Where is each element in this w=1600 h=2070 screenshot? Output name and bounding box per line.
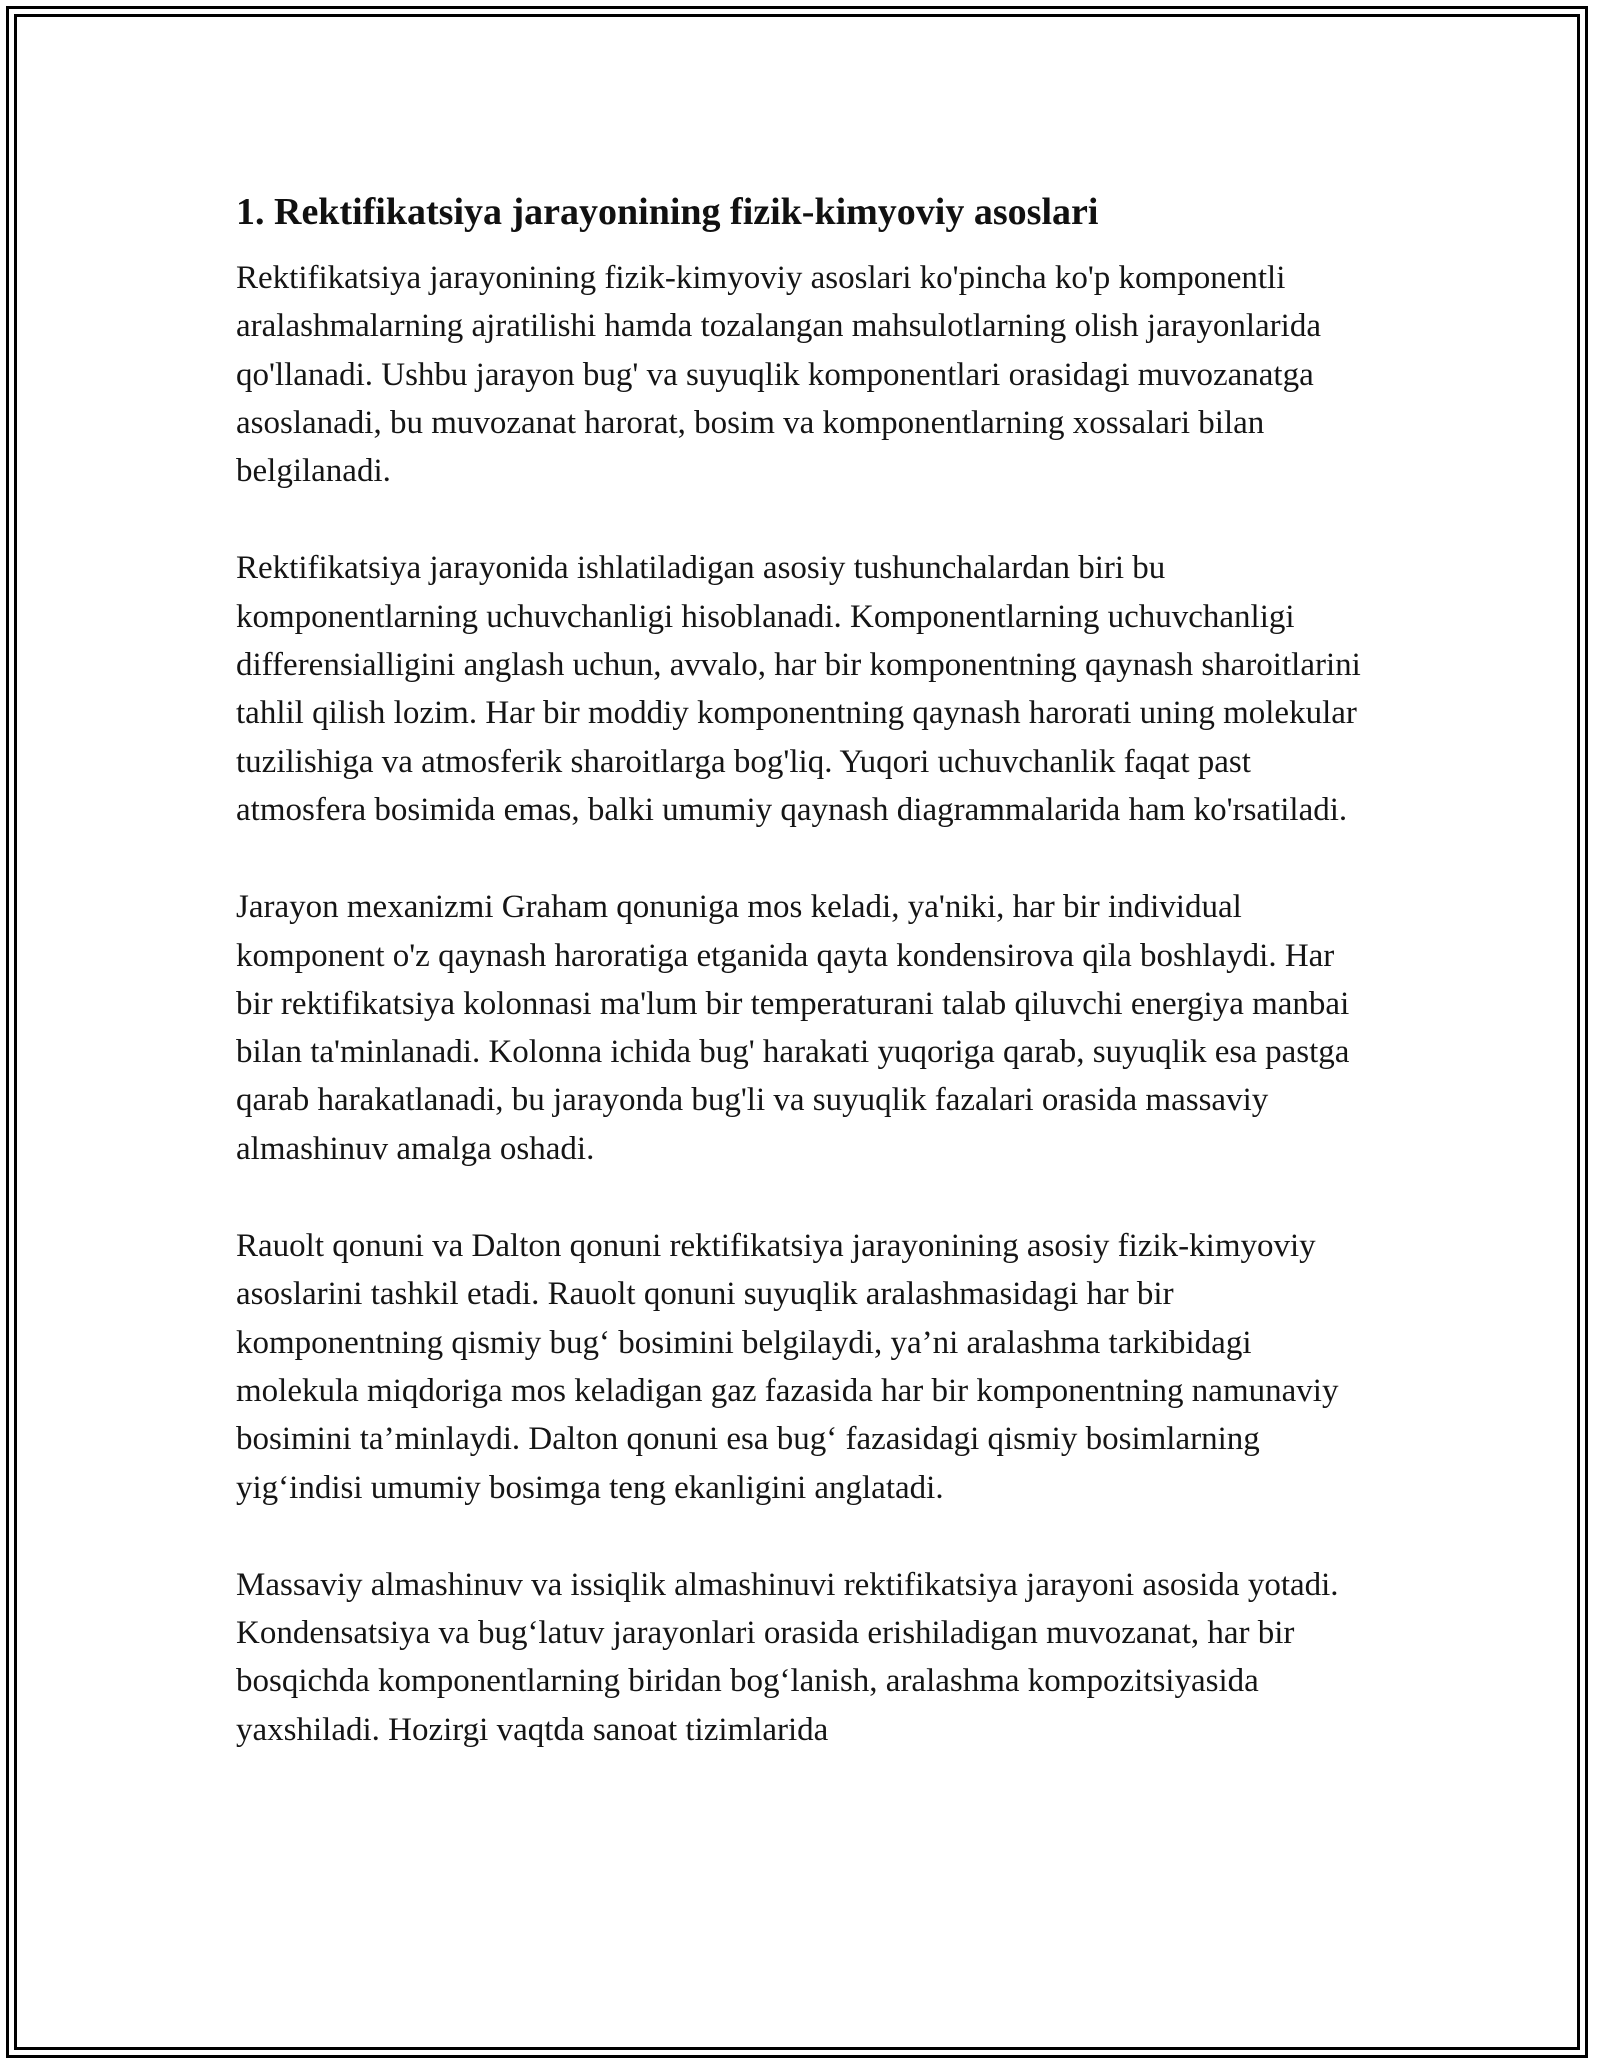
document-body <box>236 186 1366 1803</box>
paragraph-3: Jarayon mexanizmi Graham qonuniga mos keladi, ya'niki, har bir individual komponent o'z qaynash haroratiga etganida qayta kondensirova qila boshlaydi. Har bir rektifikatsiya kolonnasi ma'lum bir temperaturani talab qiluvchi energiya manbai bilan ta'minlanadi. Kolonna ichida bug' harakati yuqoriga qarab, suyuqlik esa pastga qarab harakatlanadi, bu jarayonda bug'li va suyuqlik fazalari orasida massaviy almashinuv amalga oshadi. <box>236 889 1350 1167</box>
paragraph-5: Massaviy almashinuv va issiqlik almashinuvi rektifikatsiya jarayoni asosida yotadi. Kondensatsiya va bug‘latuv jarayonlari orasida erishiladigan muvozanat, har bir bosqichda komponentlarning biridan bog‘lanish, aralashma kompozitsiyasida yaxshiladi. Hozirgi vaqtda sanoat tizimlarida <box>236 1566 1339 1748</box>
paragraph-4: Rauolt qonuni va Dalton qonuni rektifikatsiya jarayonining asosiy fizik-kimyoviy asoslarini tashkil etadi. Rauolt qonuni suyuqlik aralashmasidagi har bir komponentning qismiy bug‘ bosimini belgilaydi, ya’ni aralashma tarkibidagi molekula miqdoriga mos keladigan gaz fazasida har bir komponentning namunaviy bosimini ta’minlaydi. Dalton qonuni esa bug‘ fazasidagi qismiy bosimlarning yig‘indisi umumiy bosimga teng ekanligini anglatadi. <box>236 1228 1339 1506</box>
paragraph-1: Rektifikatsiya jarayonining fizik-kimyoviy asoslari ko'pincha ko'p komponentli aralashmalarning ajratilishi hamda tozalangan mahsulotlarning olish jarayonlarida qo'llanadi. Ushbu jarayon bug' va suyuqlik komponentlari orasidagi muvozanatga asoslanadi, bu muvozanat harorat, bosim va komponentlarning xossalari bilan belgilanadi. <box>236 260 1321 490</box>
paragraph-2: Rektifikatsiya jarayonida ishlatiladigan asosiy tushunchalardan biri bu komponentlarning uchuvchanligi hisoblanadi. Komponentlarning uchuvchanligi differensialligini anglash uchun, avvalo, har bir komponentning qaynash sharoitlarini tahlil qilish lozim. Har bir moddiy komponentning qaynash harorati uning molekular tuzilishiga va atmosferik sharoitlarga bog'liq. Yuqori uchuvchanlik faqat past atmosfera bosimida emas, balki umumiy qaynash diagrammalarida ham ko'rsatiladi. <box>236 550 1361 828</box>
section-title: 1. Rektifikatsiya jarayonining fizik-kimyoviy asoslari <box>236 191 1099 233</box>
